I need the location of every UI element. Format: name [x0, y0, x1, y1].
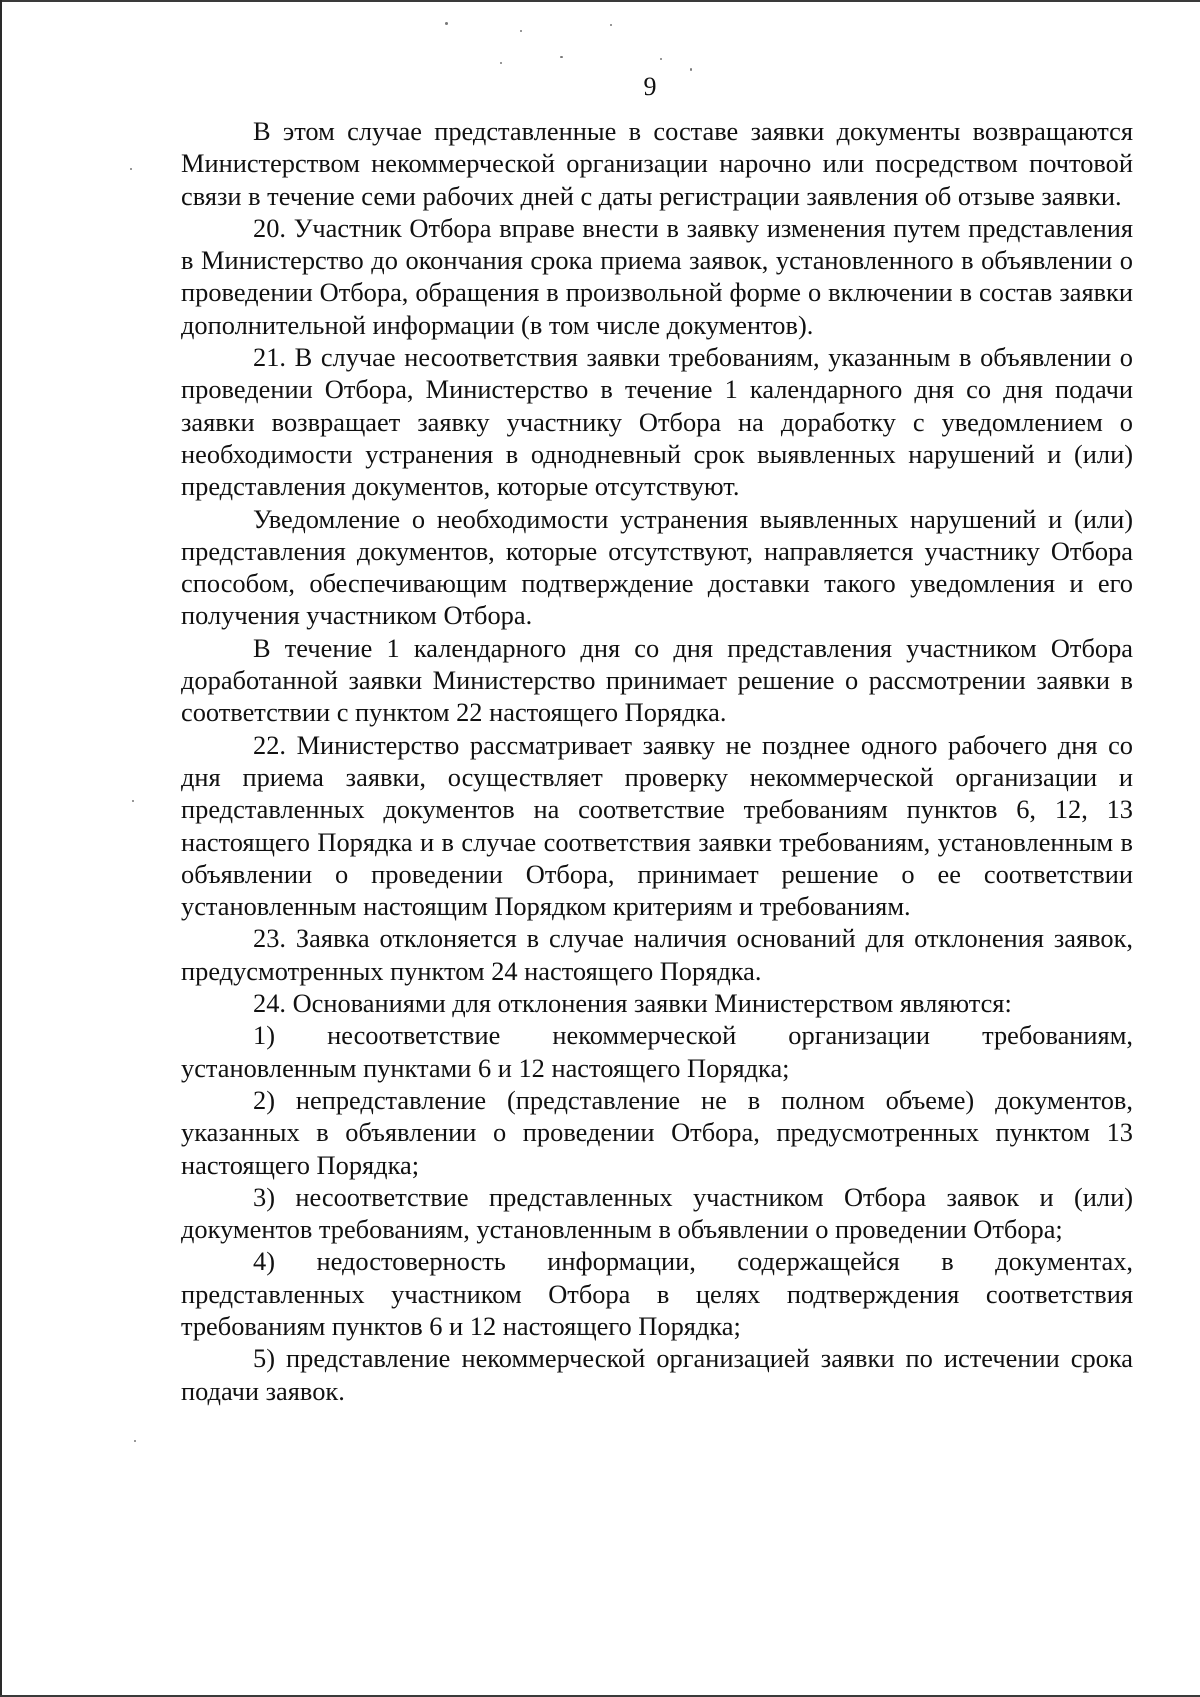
scan-speck: [690, 68, 692, 71]
scan-speck: [520, 30, 522, 32]
scan-speck: [134, 1440, 136, 1442]
scan-edge-left: [0, 0, 2, 1697]
scan-speck: [660, 58, 662, 60]
list-item-3: 3) несоответствие представленных участником Отбора заявок и (или) документов требованиям, установленным в объявлении о проведении Отбора;: [181, 1181, 1133, 1245]
scan-speck: [132, 800, 134, 802]
scan-speck: [500, 62, 502, 64]
paragraph-return-documents: В этом случае представленные в составе заявки документы возвращаются Министерством некоммерческой организации нарочно или посредством почтовой связи в течение семи рабочих дней с даты регистрации заявления об отзыве заявки.: [181, 116, 1133, 211]
scan-speck: [130, 168, 132, 170]
scan-speck: [560, 56, 563, 58]
paragraph-20: 20. Участник Отбора вправе внести в заявку изменения путем представления в Министерство до окончания срока приема заявок, установленного в объявлении о проведении Отбора, обращения в произвольной форме о включении в состав заявки дополнительной информации (в том числе документов).: [181, 212, 1133, 340]
list-item-5: 5) представление некоммерческой организацией заявки по истечении срока подачи заявок.: [181, 1343, 1133, 1406]
scan-speck: [610, 24, 612, 26]
paragraph-23: 23. Заявка отклоняется в случае наличия оснований для отклонения заявок, предусмотренных пунктом 24 настоящего Порядка.: [181, 923, 1133, 986]
page-number: 9: [643, 72, 657, 101]
paragraph-notification: Уведомление о необходимости устранения выявленных нарушений и (или) представления документов, которые отсутствуют, направляется участнику Отбора способом, обеспечивающим подтверждение доставки такого уведомления и его получения участником Отбора.: [181, 503, 1133, 631]
scan-edge-top: [0, 0, 1200, 2]
document-body: [181, 115, 1133, 1407]
list-item-1: 1) несоответствие некоммерческой организации требованиям, установленным пунктами 6 и 12 настоящего Порядка;: [181, 1020, 1133, 1083]
paragraph-21: 21. В случае несоответствия заявки требованиям, указанным в объявлении о проведении Отбора, Министерство в течение 1 календарного дня со дня подачи заявки возвращает заявку участнику Отбора на доработку с уведомлением о необходимости устранения в однодневный срок выявленных нарушений и (или) представления документов, которые отсутствуют.: [181, 342, 1133, 502]
paragraph-22: 22. Министерство рассматривает заявку не позднее одного рабочего дня со дня приема заявки, осуществляет проверку некоммерческой организации и представленных документов на соответствие требованиям пунктов 6, 12, 13 настоящего Порядка и в случае соответствия заявки требованиям, установленным в объявлении о проведении Отбора, принимает решение о ее соответствии установленным настоящим Порядком критериям и требованиям.: [181, 729, 1133, 922]
list-item-2: 2) непредставление (представление не в полном объеме) документов, указанных в объявлении о проведении Отбора, предусмотренных пунктом 13 настоящего Порядка;: [181, 1084, 1133, 1180]
paragraph-24: 24. Основаниями для отклонения заявки Министерством являются:: [253, 988, 1012, 1019]
paragraph-revised-application: В течение 1 календарного дня со дня представления участником Отбора доработанной заявки Министерство принимает решение о рассмотрении заявки в соответствии с пунктом 22 настоящего Порядка.: [181, 632, 1133, 728]
list-item-4: 4) недостоверность информации, содержащейся в документах, представленных участником Отбора в целях подтверждения соответствия требованиям пунктов 6 и 12 настоящего Порядка;: [181, 1246, 1133, 1341]
scan-speck: [445, 22, 448, 25]
